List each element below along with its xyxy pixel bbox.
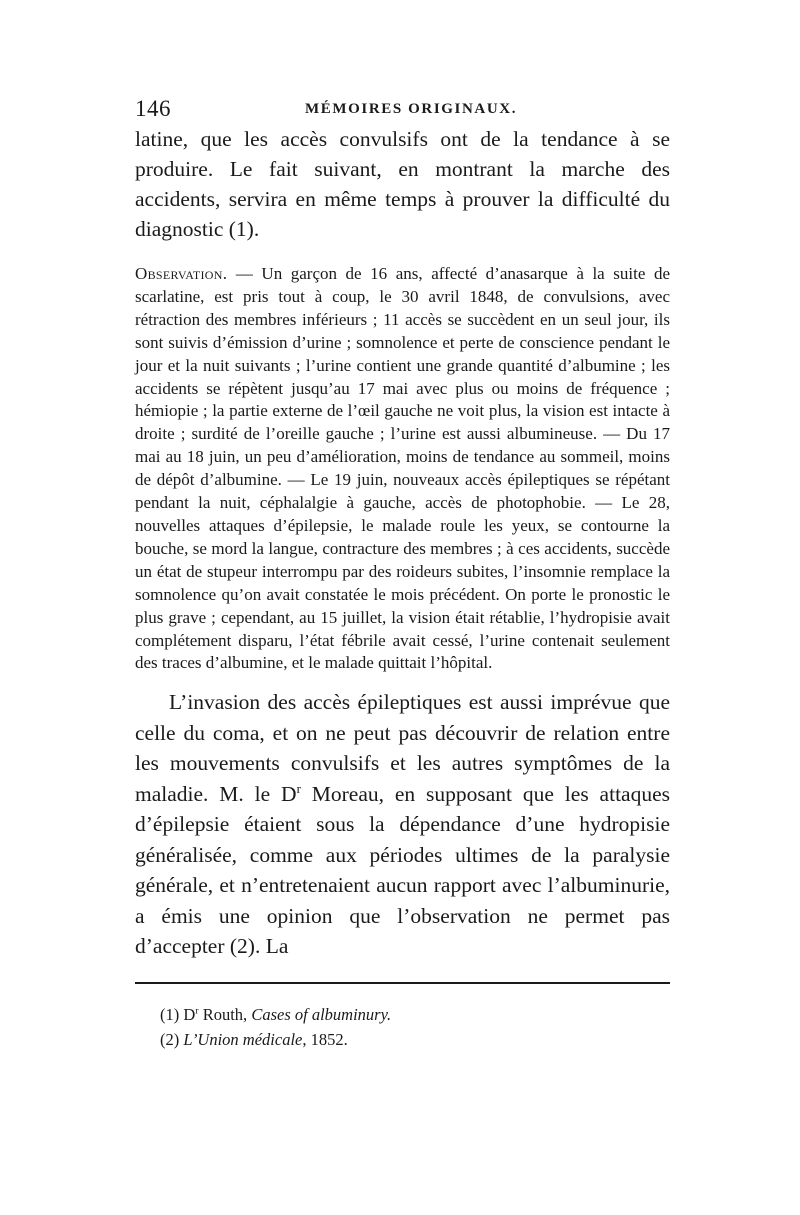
footnote-divider [135,982,670,984]
footnote-marker: (1) [160,1004,180,1024]
footnote-title: L’Union médicale [183,1029,303,1049]
footnote-1 [160,1002,670,1027]
observation-paragraph [135,263,670,675]
running-title: MÉMOIRES ORIGINAUX. [305,101,518,117]
main-paragraph-text-1: L’invasion des accès épileptiques est aussi imprévue que celle du coma, et on ne peut pas découvrir de relation entre les mouvements convulsifs et les autres symptômes de la maladie. M. le D [135,690,670,806]
footnote-author: Routh, [198,1004,252,1024]
doctor-abbrev-sup: r [296,781,301,796]
footnote-prefix: D [183,1004,196,1024]
page-number: 146 [135,96,171,121]
footnote-prefix-sup: r [195,1005,199,1017]
observation-label: Observation. [135,264,228,283]
intro-paragraph: latine, que les accès convulsifs ont de la tendance à se produire. Le fait suivant, en montrant la marche des accidents, servira en même temps à prouver la difficulté du diagnostic (1). [135,127,670,241]
footnote-marker: (2) [160,1029,180,1049]
book-page [135,92,670,1052]
footnote-2 [160,1027,670,1052]
observation-text: — Un garçon de 16 ans, affecté d’anasarque à la suite de scarlatine, est pris tout à coup, le 30 avril 1848, de convulsions, avec rétraction des membres inférieurs ; 11 accès se succèdent en un seul jour, ils sont suivis d’émission d’urine ; somnolence et perte de conscience pendant le jour et la nuit suivants ; l’urine contient une grande quantité d’albumine ; les accidents se répètent jusqu’au 17 mai avec plus ou moins de fréquence ; hémiopie ; la partie externe de l’œil gauche ne voit plus, la vision est intacte à droite ; surdité de l’oreille gauche ; l’urine est aussi albumineuse. — Du 17 mai au 18 juin, un peu d’amélioration, moins de tendance au sommeil, moins de dépôt d’albumine. — Le 19 juin, nouveaux accès épileptiques se répétant pendant la nuit, céphalalgie à gauche, accès de photophobie. — Le 28, nouvelles attaques d’épilepsie, le malade roule les yeux, se contourne la bouche, se mord la langue, contracture des membres ; à ces accidents, succède un état de stupeur interrompu par des roideurs subites, l’insomnie remplace la somnolence qu’on avait constatée le mois précédent. On porte le pronostic le plus grave ; cependant, au 15 juillet, la vision était rétablie, l’hydropisie avait complétement disparu, l’état fébrile avait cessé, l’urine contenait seulement des traces d’albumine, et le malade quittait l’hôpital. [135,264,670,673]
running-head [135,92,670,122]
main-paragraph-text-2: Moreau, en supposant que les attaques d’épilepsie étaient sous la dépendance d’une hydropisie généralisée, comme aux périodes ultimes de la paralysie générale, et n’entretenaient aucun rapport avec l’albuminurie, a émis une opinion que l’observation ne permet pas d’accepter (2). La [135,781,670,959]
footnote-title: Cases of albuminury. [251,1004,392,1024]
footnotes [135,1002,670,1052]
main-paragraph [135,687,670,962]
footnote-suffix: , 1852. [302,1029,348,1049]
